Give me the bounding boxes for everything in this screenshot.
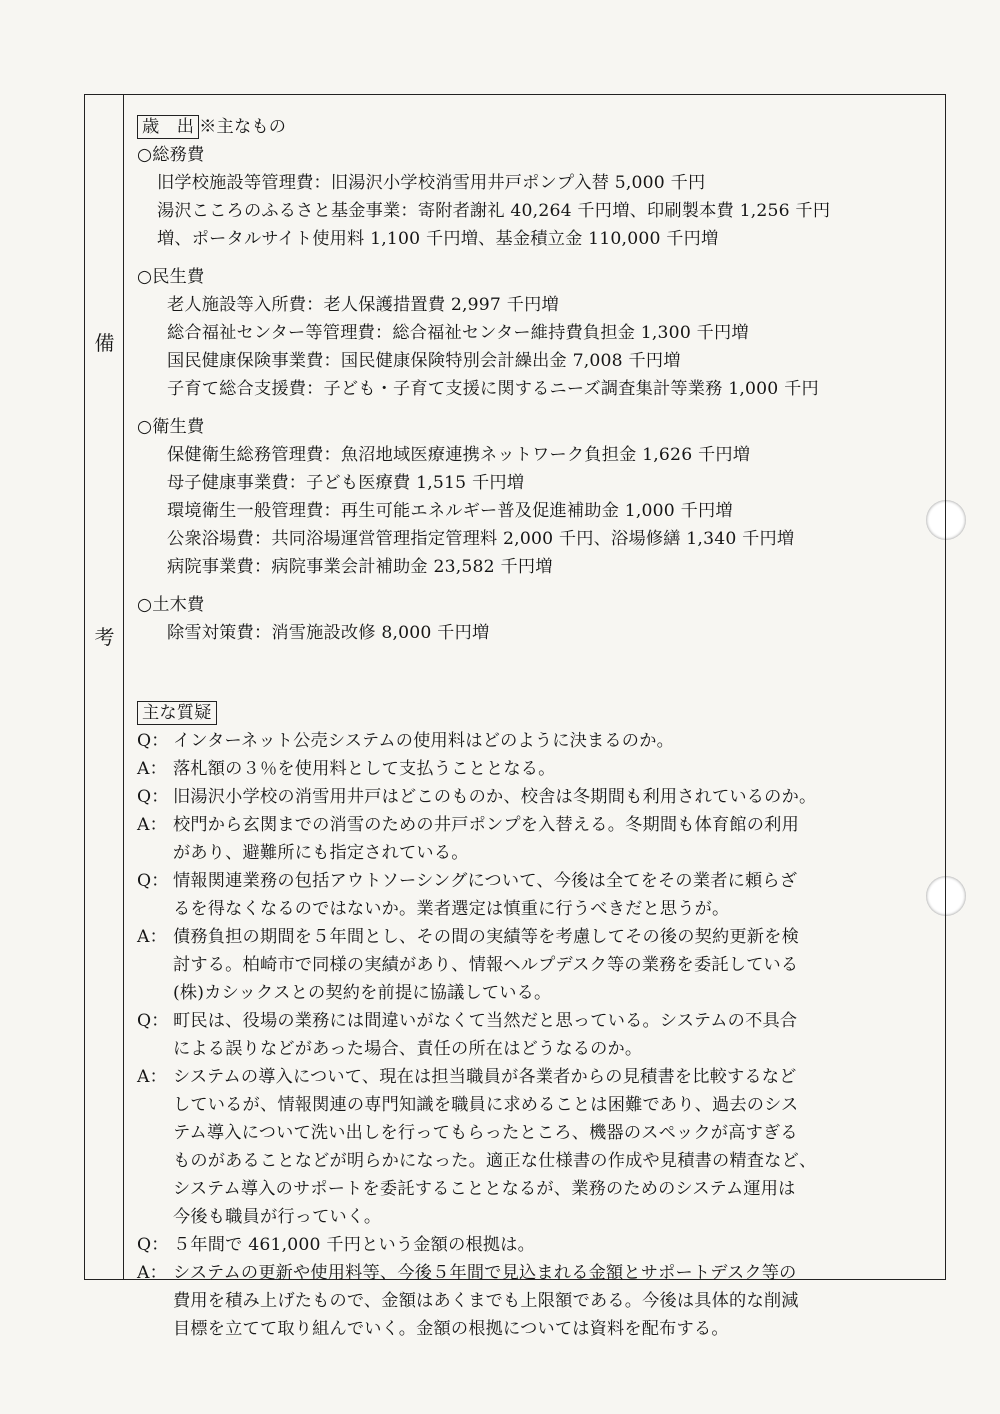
qa-text-continued: 今後も職員が行っていく。 <box>173 1207 382 1227</box>
qa-text-continued: があり、避難所にも指定されている。 <box>173 843 469 863</box>
qa-text: 町民は、役場の業務には間違いがなくて当然だと思っている。システムの不具合 <box>173 1011 798 1031</box>
category-name: ○土木費 <box>137 595 205 615</box>
qa-heading: 主な質疑 <box>137 701 217 725</box>
qa-text-continued: 費用を積み上げたもので、金額はあくまでも上限額である。今後は具体的な削減 <box>173 1291 799 1311</box>
category-name: ○総務費 <box>137 145 205 165</box>
qa-mark: A： <box>137 927 167 947</box>
budget-item: 湯沢こころのふるさと基金事業：寄附者謝礼 40,264 千円増、印刷製本費 1,256 千円 <box>157 201 831 221</box>
qa-text-continued: ものがあることなどが明らかになった。適正な仕様書の作成や見積書の精査など、 <box>173 1151 817 1171</box>
budget-item: 環境衛生一般管理費：再生可能エネルギー普及促進補助金 1,000 千円増 <box>167 501 733 521</box>
qa-mark: Q： <box>137 1011 169 1031</box>
budget-item: 公衆浴場費：共同浴場運営管理指定管理料 2,000 千円、浴場修繕 1,340 千円増 <box>167 529 795 549</box>
qa-text-continued: 討する。柏崎市で同様の実績があり、情報ヘルプデスク等の業務を委託している <box>173 955 799 975</box>
remarks-content <box>137 113 939 1343</box>
qa-text-continued: テム導入について洗い出しを行ってもらったところ、機器のスペックが高すぎる <box>173 1123 798 1143</box>
qa-entry <box>137 1007 939 1035</box>
qa-entry <box>137 1231 939 1259</box>
remarks-label-char: 考 <box>94 625 115 649</box>
qa-text: システムの更新や使用料等、今後５年間で見込まれる金額とサポートデスク等の <box>173 1263 797 1283</box>
qa-entry <box>137 923 939 951</box>
qa-entry <box>137 867 939 895</box>
qa-mark: A： <box>137 1263 167 1283</box>
qa-text: 落札額の３％を使用料として支払うこととなる。 <box>173 759 556 779</box>
budget-item: 除雪対策費：消雪施設改修 8,000 千円増 <box>167 623 490 643</box>
remarks-table <box>84 94 946 1339</box>
budget-item: 老人施設等入所費：老人保護措置費 2,997 千円増 <box>167 295 559 315</box>
budget-item: 子育て総合支援費：子ども・子育て支援に関するニーズ調査集計等業務 1,000 千円 <box>167 379 819 399</box>
budget-item: 病院事業費：病院事業会計補助金 23,582 千円増 <box>167 557 553 577</box>
qa-mark: A： <box>137 815 167 835</box>
qa-text: 旧湯沢小学校の消雪用井戸はどこのものか、校舎は冬期間も利用されているのか。 <box>173 787 817 807</box>
qa-entry <box>137 1259 939 1287</box>
budget-item: 増、ポータルサイト使用料 1,100 千円増、基金積立金 110,000 千円増 <box>157 229 719 249</box>
qa-mark: A： <box>137 759 167 779</box>
qa-text: 校門から玄関までの消雪のための井戸ポンプを入替える。冬期間も体育館の利用 <box>173 815 799 835</box>
qa-entry <box>137 727 939 755</box>
budget-item: 国民健康保険事業費：国民健康保険特別会計繰出金 7,008 千円増 <box>167 351 681 371</box>
qa-heading-row <box>137 699 939 727</box>
qa-mark: Q： <box>137 787 169 807</box>
qa-entry <box>137 755 939 783</box>
category-name: ○衛生費 <box>137 417 205 437</box>
qa-text: 債務負担の期間を５年間とし、その間の実績等を考慮してその後の契約更新を検 <box>173 927 799 947</box>
qa-mark: Q： <box>137 1235 169 1255</box>
budget-item: 母子健康事業費：子ども医療費 1,515 千円増 <box>167 473 525 493</box>
remarks-label-char: 備 <box>94 331 115 355</box>
expenditure-heading-row <box>137 113 939 141</box>
qa-entry <box>137 811 939 839</box>
qa-text-continued: しているが、情報関連の専門知識を職員に求めることは困難であり、過去のシス <box>173 1095 799 1115</box>
expenditure-heading: 歳 出 <box>137 115 199 139</box>
qa-text: インターネット公売システムの使用料はどのように決まるのか。 <box>173 731 674 751</box>
qa-mark: Q： <box>137 731 169 751</box>
remarks-label-column <box>85 95 124 1279</box>
category-name: ○民生費 <box>137 267 205 287</box>
qa-text-continued: るを得なくなるのではないか。業者選定は慎重に行うべきだと思うが。 <box>173 899 730 919</box>
budget-item: 総合福祉センター等管理費：総合福祉センター維持費負担金 1,300 千円増 <box>167 323 749 343</box>
qa-text-continued: (株)カシックスとの契約を前提に協議している。 <box>173 983 552 1003</box>
budget-item: 保健衛生総務管理費：魚沼地域医療連携ネットワーク負担金 1,626 千円増 <box>167 445 751 465</box>
qa-text: システムの導入について、現在は担当職員が各業者からの見積書を比較するなど <box>173 1067 797 1087</box>
qa-mark: A： <box>137 1067 167 1087</box>
qa-mark: Q： <box>137 871 169 891</box>
qa-text-continued: システム導入のサポートを委託することとなるが、業務のためのシステム運用は <box>173 1179 796 1199</box>
qa-entry <box>137 1063 939 1091</box>
expenditure-note: ※主なもの <box>199 117 287 137</box>
qa-text-continued: による誤りなどがあった場合、責任の所在はどうなるのか。 <box>173 1039 643 1059</box>
qa-text: ５年間で 461,000 千円という金額の根拠は。 <box>173 1235 536 1255</box>
qa-entry <box>137 783 939 811</box>
qa-text: 情報関連業務の包括アウトソーシングについて、今後は全てをその業者に頼らざ <box>173 871 798 891</box>
qa-text-continued: 目標を立てて取り組んでいく。金額の根拠については資料を配布する。 <box>173 1319 729 1339</box>
budget-item: 旧学校施設等管理費：旧湯沢小学校消雪用井戸ポンプ入替 5,000 千円 <box>157 173 706 193</box>
